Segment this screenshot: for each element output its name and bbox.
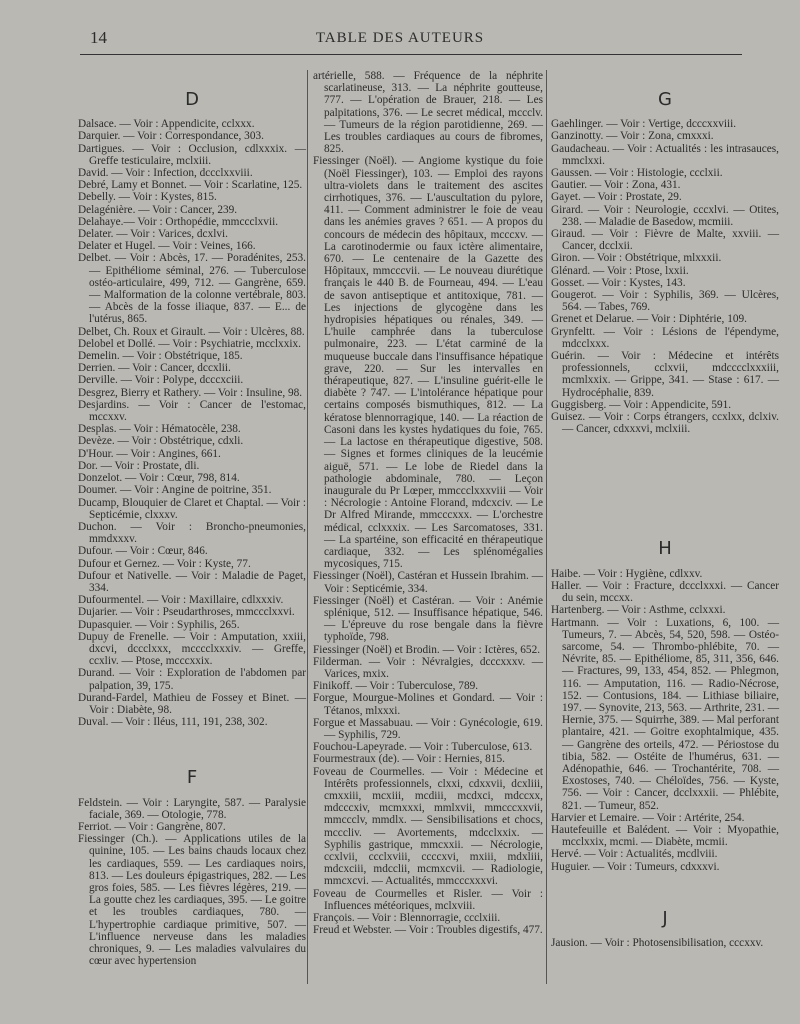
entries-j — [551, 937, 779, 949]
index-entry: Dujarier. — Voir : Pseudarthroses, mmccclxxvi. — [78, 606, 295, 619]
column-1 — [78, 66, 306, 967]
index-entry: Delobel et Dollé. — Voir : Psychiatrie, mcclxxix. — [78, 337, 301, 350]
column-2 — [313, 70, 543, 936]
index-entry: Delater. — Voir : Varices, dcxlvi. — [78, 228, 228, 241]
section-letter-d: D — [185, 89, 199, 110]
index-entry: Gosset. — Voir : Kystes, 143. — [551, 276, 686, 289]
index-entry: Grynfeltt. — Voir : Lésions de l'épendyme, mdcclxxx. — [551, 325, 779, 350]
index-entry: Darquier. — Voir : Correspondance, 303. — [78, 130, 264, 143]
index-entry: Glénard. — Voir : Ptose, lxxii. — [551, 264, 689, 277]
index-entry: Hartenberg. — Voir : Asthme, cclxxxi. — [551, 604, 726, 617]
column-divider — [307, 70, 308, 984]
index-entry: Harvier et Lemaire. — Voir : Artérite, 254. — [551, 811, 745, 824]
index-entry: Freud et Webster. — Voir : Troubles digestifs, 477. — [313, 924, 543, 937]
index-entry: Guggisberg. — Voir : Appendicite, 591. — [551, 398, 732, 411]
index-entry: François. — Voir : Blennorragie, ccclxiii. — [313, 912, 501, 925]
entries-g — [551, 118, 779, 435]
index-entry: Demelin. — Voir : Obstétrique, 185. — [78, 350, 243, 363]
index-entry: Desgrez, Bierry et Rathery. — Voir : Insuline, 98. — [78, 386, 303, 399]
index-entry: Doumer. — Voir : Angine de poitrine, 351. — [78, 484, 272, 497]
index-entry: Dupasquier. — Voir : Syphilis, 265. — [78, 618, 240, 631]
index-entry: Delagénière. — Voir : Cancer, 239. — [78, 203, 238, 216]
index-entry: Dufourmentel. — Voir : Maxillaire, cdlxxxiv. — [78, 594, 284, 607]
index-entry: Fiessinger (Noël) et Brodin. — Voir : Ictères, 652. — [313, 643, 541, 656]
index-entry: Foveau de Courmelles et Risler. — Voir : Influences météoriques, mclxviii. — [313, 887, 543, 912]
index-entry: Dufour. — Voir : Cœur, 846. — [78, 545, 208, 558]
index-entry: Durand. — Voir : Exploration de l'abdomen par palpation, 39, 175. — [78, 667, 306, 692]
index-entry: Devèze. — Voir : Obstétrique, cdxli. — [78, 435, 244, 448]
index-entry: David. — Voir : Infection, dccclxxviii. — [78, 167, 253, 180]
index-entry: Gaussen. — Voir : Histologie, ccclxii. — [551, 167, 723, 180]
index-entry: artérielle, 588. — Fréquence de la néphrite scarlatineuse, 313. — La néphrite goutteuse, 777. — L'opération de Brauer, 218. — Les palpitations, 376. — Le secret médical, mccclv. — Tumeurs de la région parotidienne, 269. — Les troubles cardiaques au cours de fibromes, 825. — [313, 70, 543, 156]
page-title: TABLE DES AUTEURS — [315, 30, 485, 46]
entries-d — [78, 118, 306, 728]
index-entry: Gougerot. — Voir : Syphilis, 369. — Ulcères, 564. — Tabes, 769. — [551, 289, 779, 314]
index-entry: Jausion. — Voir : Photosensibilisation, cccxxv. — [551, 936, 764, 949]
index-entry: Fiessinger (Noël) et Castéran. — Voir : Anémie splénique, 512. — Insuffisance hépatique, 546. — L'épreuve du rose bengale dans la fièvre typhoïde, 798. — [313, 594, 543, 644]
column-divider — [546, 70, 547, 984]
index-entry: Ducamp, Blouquier de Claret et Chaptal. — Voir : Septicémie, clxxxv. — [78, 496, 306, 521]
index-entry: Giraud. — Voir : Fièvre de Malte, xxviii. — Cancer, dcclxii. — [551, 228, 779, 253]
index-entry: Desplas. — Voir : Hématocèle, 238. — [78, 423, 241, 436]
index-entry: Fiessinger (Ch.). — Applications utiles de la quinine, 105. — Les bains chauds locaux chez les cardiaques, 559. — Les cardiaques noirs, 813. — Les douleurs épigastriques, 282. — Les gros foies, 585. — Les fièvres légères, 219. — La goutte chez les cardiaques, 395. — Le goitre et les troubles cardiaques, 780. — L'hypertrophie cardiaque primitive, 507. — L'influence nerveuse dans les maladies chroniques, 9. — Les maladies valvulaires du cœur avec hypertension — [78, 833, 306, 968]
index-entry: Debré, Lamy et Bonnet. — Voir : Scarlatine, 125. — [78, 179, 303, 192]
index-entry: Girard. — Voir : Neurologie, cccxlvi. — Otites, 238. — Maladie de Basedow, mcmiii. — [551, 203, 779, 228]
index-entry: Giron. — Voir : Obstétrique, mlxxxii. — [551, 252, 722, 265]
index-entry: Durand-Fardel, Mathieu de Fossey et Binet. — Voir : Diabète, 98. — [78, 691, 306, 716]
index-entry: Filderman. — Voir : Névralgies, dcccxxxv. — Varices, mxix. — [313, 655, 543, 680]
index-entry: Forgue et Massabuau. — Voir : Gynécologie, 619. — Syphilis, 729. — [313, 716, 543, 741]
index-entry: Hautefeuille et Balédent. — Voir : Myopathie, mcclxxix, mcmi. — Diabète, mcmii. — [551, 823, 779, 849]
index-entry: Donzelot. — Voir : Cœur, 798, 814. — [78, 472, 240, 485]
section-letter-h: H — [658, 538, 672, 560]
index-entry: Dor. — Voir : Prostate, dli. — [78, 459, 200, 472]
index-entry: Duchon. — Voir : Broncho-pneumonies, mmdxxxv. — [78, 520, 306, 546]
entries-h — [551, 568, 779, 873]
index-entry: Gautier. — Voir : Zona, 431. — [551, 179, 681, 192]
index-entry: Ferriot. — Voir : Gangrène, 807. — [78, 820, 226, 833]
index-entry: Fouchou-Lapeyrade. — Voir : Tuberculose, 613. — [313, 741, 533, 754]
index-entry: Guérin. — Voir : Médecine et intérêts professionnels, cclxvii, mdcccclxxxiii, mcmlxxix. — Grippe, 341. — Stase : 617. — Hydrocéphalie, 839. — [551, 350, 779, 399]
index-entry: Fiessinger (Noël). — Angiome kystique du foie (Noël Fiessinger), 103. — Emploi des rayons ultra-violets dans le traitement des ascites cirrhotiques, 376. — L'auscultation du pylore, 411. — Comment administrer le foie de veau dans les anémies graves ? 651. — A propos du concours de médecin des hôpitaux, mcccxv. — La carotinodermie ou faux ictère alimentaire, 670. — Le centenaire de la Gazette des Hôpitaux, mmcccvii. — Le nouveau diurétique français le 440 B. de Fourneau, 494. — L'eau de savon antiseptique et antitoxique, 781. — Les injections de glycogène dans les hydropisies hépatiques ou rénales, 349. — L'huile camphrée dans la tuberculose pulmonaire, 223. — L'état carminé de la muqueuse buccale dans l'insuffisance hépatique grave, 220. — Sur les intervalles en thérapeutique, 827. — L'insuline guérit-elle le diabète ? 747. — L'intolérance hépatique pour certains composés bismuthiques, 812. — La kératose blennorragique, 140. — La réaction de Casoni dans les kystes hydatiques du foie, 765. — La lactose en thérapeutique digestive, 508. — Signes et formes cliniques de la leucémie aiguë, 571. — Le lobe de Riedel dans la pathologie abdominale, 780. — Leçon inaugurale du Pr Lœper, mmccclxxxviii — Voir : Nécrologie : Antoine Florand, mdcxciv. — Le Dr Alfred Mirande, mmcccxxx. — L'orchestre médical, cclxxxix. — Les Sarcomatoses, 331. — La spartéine, son efficacité en thérapeutique cardiaque, 332. — Les splénomégalies mycosiques, 715. — [313, 155, 543, 571]
index-entry: Forgue, Mourgue-Molines et Gondard. — Voir : Tétanos, mlxxxi. — [313, 692, 543, 717]
entries-col2 — [313, 70, 543, 936]
index-entry: Debelly. — Voir : Kystes, 815. — [78, 191, 217, 204]
index-entry: D'Hour. — Voir : Angines, 661. — [78, 447, 221, 460]
header-rule — [80, 54, 742, 55]
index-entry: Delater et Hugel. — Voir : Veines, 166. — [78, 240, 256, 253]
index-entry: Dalsace. — Voir : Appendicite, cclxxx. — [78, 118, 255, 131]
index-entry: Dufour et Gernez. — Voir : Kyste, 77. — [78, 557, 251, 570]
index-entry: Fiessinger (Noël), Castéran et Hussein Ibrahim. — Voir : Septicémie, 334. — [313, 570, 543, 595]
page-number: 14 — [90, 28, 107, 47]
index-entry: Ganzinotty. — Voir : Zona, cmxxxi. — [551, 130, 714, 143]
index-entry: Feldstein. — Voir : Laryngite, 587. — Paralysie faciale, 369. — Otologie, 778. — [78, 796, 306, 821]
entries-f — [78, 797, 306, 968]
index-entry: Delbet, Ch. Roux et Girault. — Voir : Ulcères, 88. — [78, 325, 305, 338]
index-entry: Haibe. — Voir : Hygiène, cdlxxv. — [551, 567, 703, 580]
section-letter-g: G — [658, 89, 672, 110]
index-entry: Duval. — Voir : Iléus, 111, 191, 238, 302. — [78, 716, 268, 729]
index-entry: Hartmann. — Voir : Luxations, 6, 100. — Tumeurs, 7. — Abcès, 54, 520, 598. — Ostéo-sarcome, 54. — Thrombo-phlébite, 70. — Névrite, 85. — Epithéliome, 85, 311, 356, 646. — Fractures, 99, 133, 454, 852. — Phlegmon, 116. — Amputation, 116. — Radio-Nécrose, 152. — Contusions, 184. — Lithiase biliaire, 197. — Synovite, 213, 563. — Arthrite, 231. — Hernie, 375. — Squirrhe, 389. — Mal perforant plantaire, 421. — Goitre exophtalmique, 435. — Gangrène des orteils, 472. — Périostose du tibia, 582. — Ostéite de l'humérus, 631. — Adénopathie, 646. — Trochantérite, 708. — Exostoses, 740. — Chéloïdes, 756. — Kyste, 756. — Voir : Cancer, dcclxxxii. — Phlébite, 821. — Tumeur, 852. — [551, 616, 779, 812]
index-entry: Grenet et Delarue. — Voir : Diphtérie, 109. — [551, 313, 747, 326]
index-entry: Huguier. — Voir : Tumeurs, cdxxxvi. — [551, 860, 720, 873]
index-entry: Guisez. — Voir : Corps étrangers, ccxlxx, dclxiv. — Cancer, cdxxxvi, mclxiii. — [551, 411, 779, 436]
index-entry: Gaehlinger. — Voir : Vertige, dcccxxviii. — [551, 118, 737, 131]
index-entry: Gaudacheau. — Voir : Actualités : les intrasauces, mmclxxi. — [551, 142, 779, 167]
index-entry: Gayet. — Voir : Prostate, 29. — [551, 191, 682, 204]
page-header — [0, 26, 800, 56]
column-3 — [551, 66, 779, 949]
index-entry: Dartigues. — Voir : Occlusion, cdlxxxix. — Greffe testiculaire, mclxiii. — [78, 142, 306, 167]
index-entry: Haller. — Voir : Fracture, dccclxxxi. — Cancer du sein, mccxx. — [551, 579, 779, 605]
index-entry: Finikoff. — Voir : Tuberculose, 789. — [313, 680, 479, 693]
index-entry: Derville. — Voir : Polype, dcccxciii. — [78, 374, 244, 387]
index-entry: Dupuy de Frenelle. — Voir : Amputation, xxiii, dxcvi, dccclxxx, mcccclxxxiv. — Greffe, ccxliv. — Ptose, mcccxxix. — [78, 630, 306, 668]
index-entry: Fourmestraux (de). — Voir : Hernies, 815. — [313, 753, 505, 766]
section-letter-j: J — [662, 907, 668, 929]
index-entry: Desjardins. — Voir : Cancer de l'estomac, mccxxv. — [78, 398, 306, 424]
index-entry: Derrien. — Voir : Cancer, dccxlii. — [78, 362, 231, 375]
section-letter-f: F — [186, 767, 198, 789]
index-entry: Delahaye.— Voir : Orthopédie, mmccclxvii. — [78, 215, 279, 228]
index-entry: Foveau de Courmelles. — Voir : Médecine et Intérêts professionnels, clxxi, cdxxvii, dcxliii, cmxxiii, mcxiii, mcdiii, mcdxci, mdccxx, mdcccxiv, mcmxxxi, mmlxvii, mmcccxxvii, mmccclv, mmdlx. — Sensibilisations et chocs, mcccliv. — Avortements, mdcclxxix. — Syphilis gastrique, mmcxxii. — Nécrologie, ccxlvii, ccclxviii, ccccxvi, mxiii, mdxliii, mdcxciii, mdcclii, mcmxcvii. — Radiologie, mmcxcvi. — Actualités, mmcccxxxvi. — [313, 765, 543, 888]
index-entry: Delbet. — Voir : Abcès, 17. — Poradénites, 253. — Epithéliome séminal, 276. — Tuberculose ostéo-articulaire, 499, 712. — Gangrène, 659. — Malformation de la colonne vertébrale, 803. — Abcès de la fosse iliaque, 837. — E... de l'utérus, 865. — [78, 252, 306, 326]
index-entry: Hervé. — Voir : Actualités, mcdlviii. — [551, 848, 718, 861]
index-entry: Dufour et Nativelle. — Voir : Maladie de Paget, 334. — [78, 569, 306, 594]
